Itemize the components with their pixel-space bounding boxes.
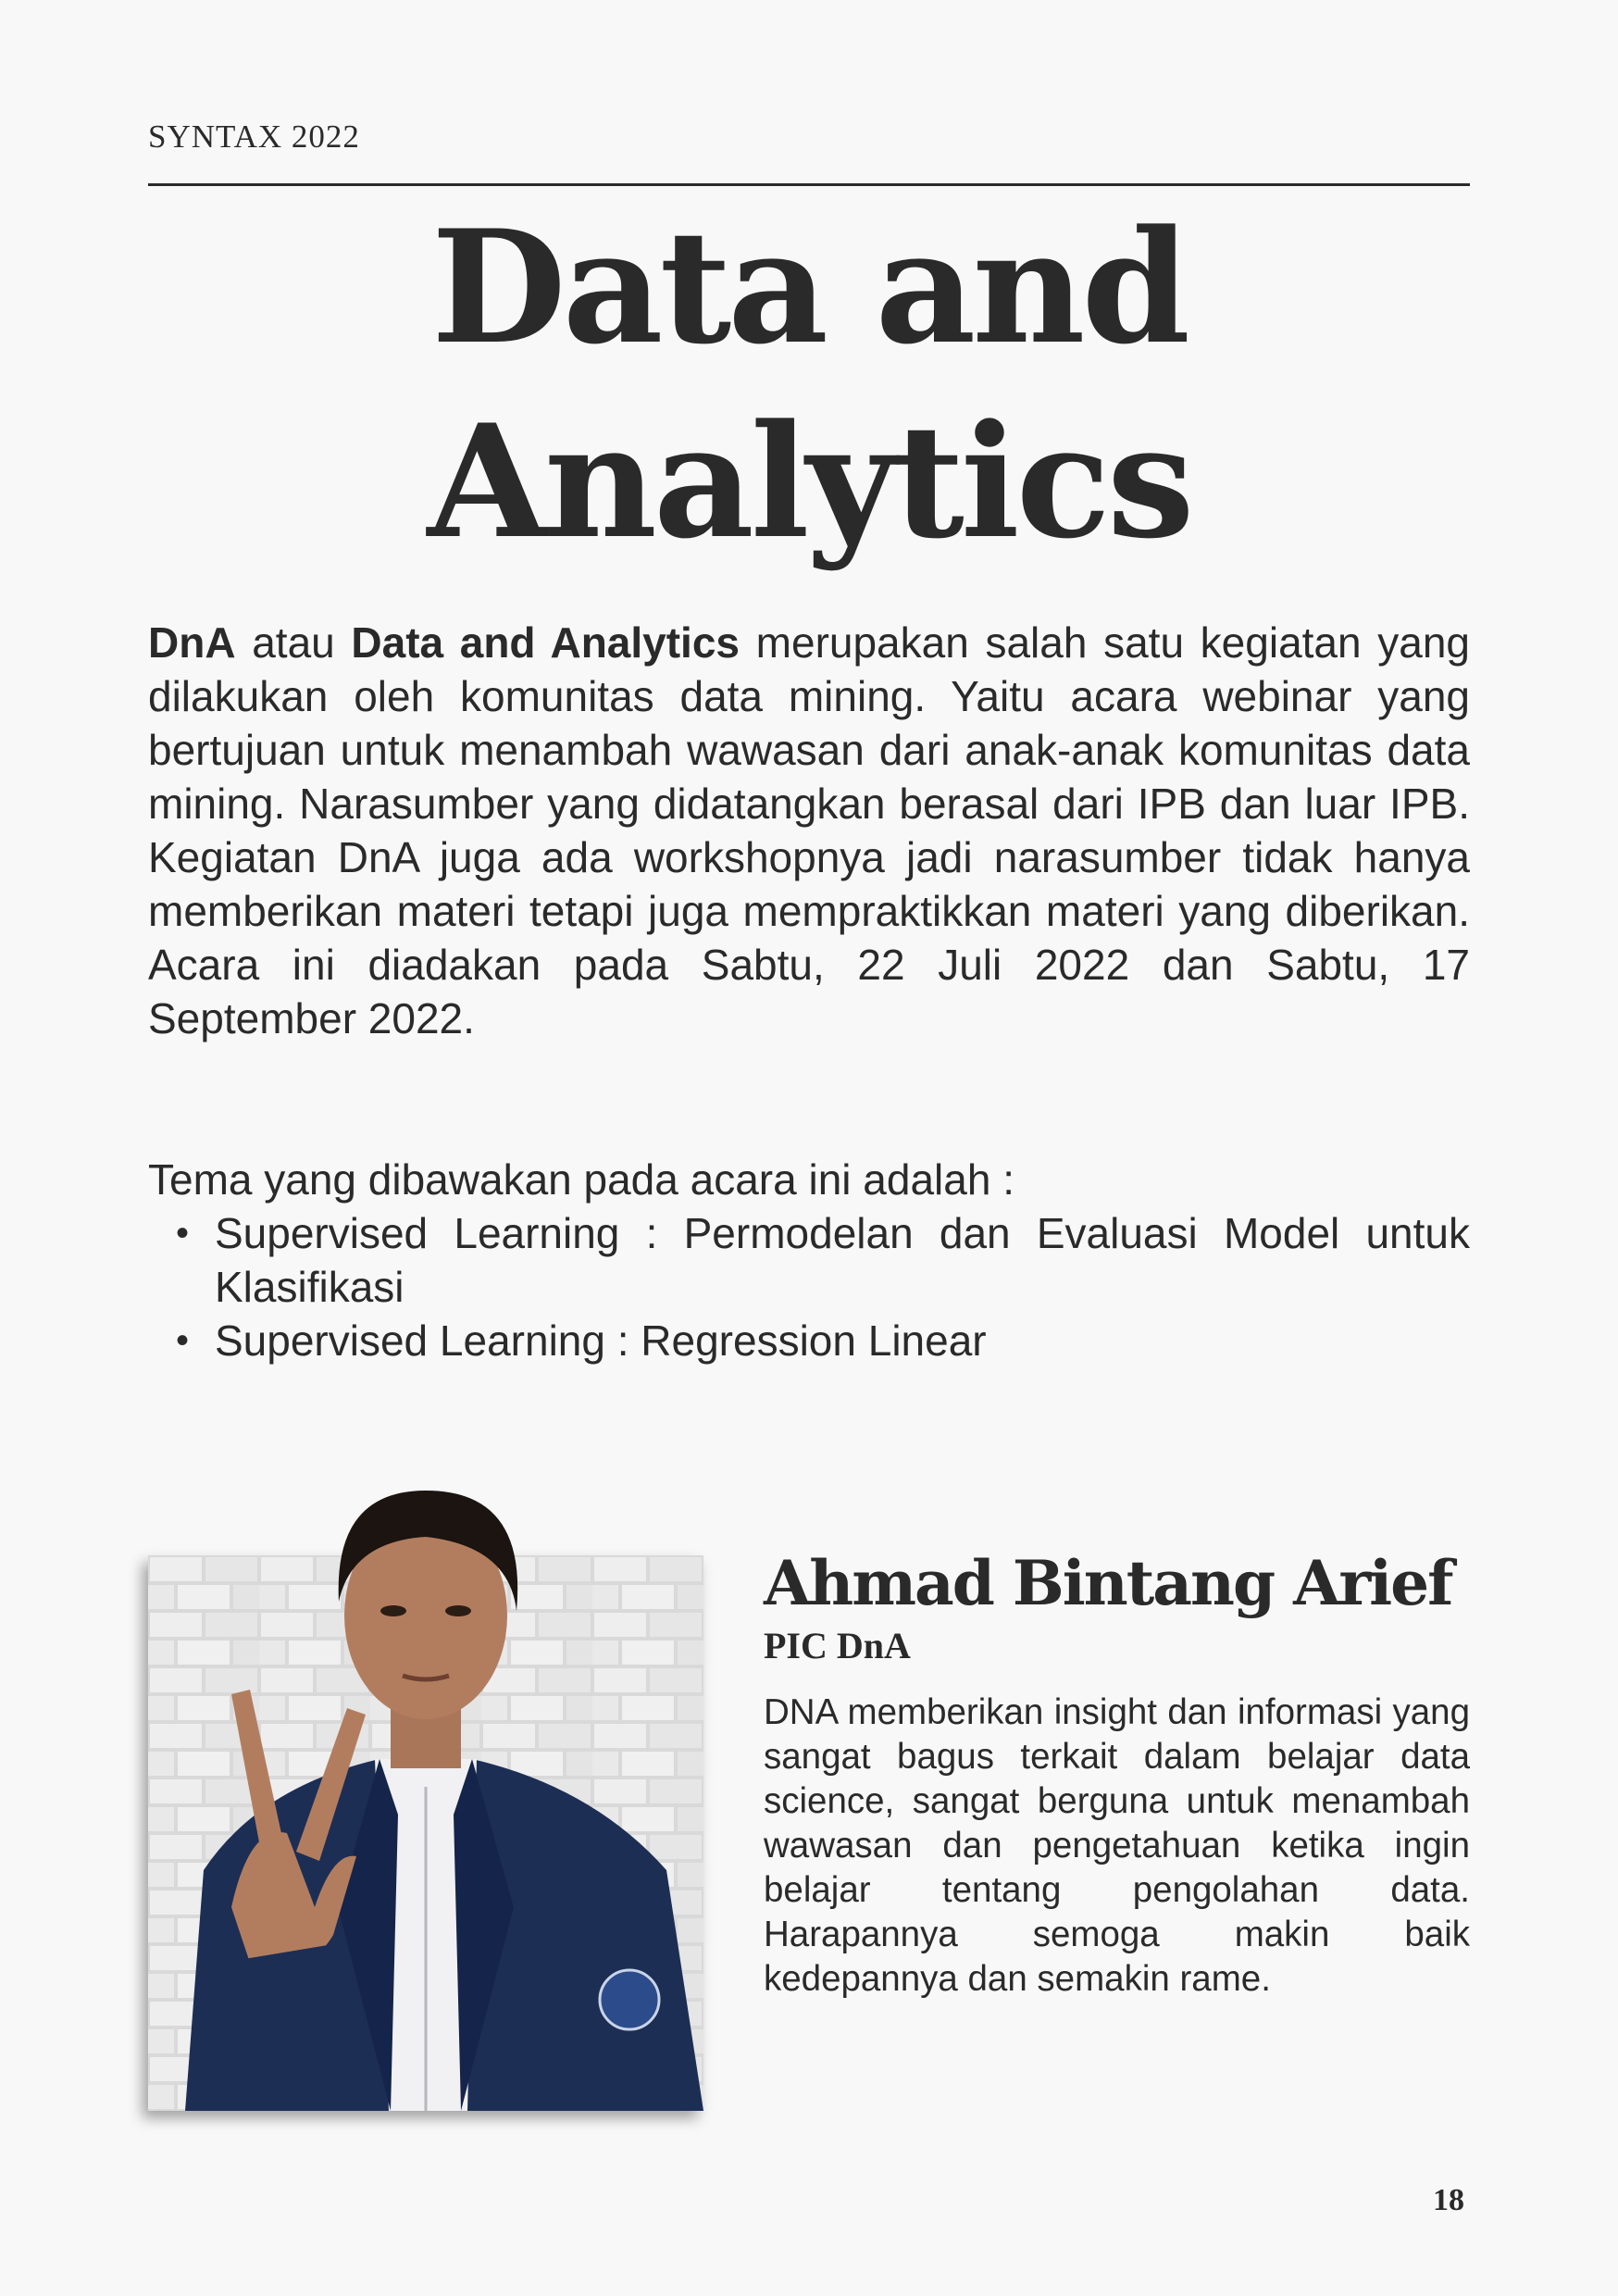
intro-term-abbrev: DnA	[148, 618, 236, 667]
theme-list-item	[148, 1314, 1470, 1367]
person-photo-illustration	[148, 1389, 703, 2111]
theme-list	[148, 1206, 1470, 1367]
theme-heading: Tema yang dibawakan pada acara ini adalah :	[148, 1155, 1014, 1204]
profile-role: PIC DnA	[764, 1625, 911, 1666]
page-number: 18	[1433, 2183, 1464, 2217]
intro-body: merupakan salah satu kegiatan yang dilakukan oleh komunitas data mining. Yaitu acara webinar yang bertujuan untuk menambah wawasan dari anak-anak komunitas data mining. Narasumber yang didatangkan berasal dari IPB dan luar IPB. Kegiatan DnA juga ada workshopnya jadi narasumber tidak hanya memberikan materi tetapi juga mempraktikkan materi yang diberikan. Acara ini diadakan pada Sabtu, 22 Juli 2022 dan Sabtu, 17 September 2022.	[148, 618, 1470, 1042]
intro-connector: atau	[252, 618, 335, 667]
profile-photo	[148, 1555, 703, 2111]
page-title-line-2: Analytics	[427, 390, 1191, 573]
page-title-line-1: Data and	[431, 195, 1187, 379]
intro-paragraph	[148, 616, 1470, 1045]
bullet-icon: •	[176, 1213, 190, 1254]
header-divider	[148, 183, 1470, 186]
page-title	[148, 190, 1470, 579]
profile-testimonial: DNA memberikan insight dan informasi yang sangat bagus terkait dalam belajar data science, sangat berguna untuk menambah wawasan dan pengetahuan ketika ingin belajar tentang pengolahan data. Harapannya semoga makin baik kedepannya dan semakin rame.	[764, 1692, 1470, 1999]
theme-item-text: Supervised Learning : Regression Linear	[215, 1316, 987, 1365]
theme-item-text: Supervised Learning : Permodelan dan Evaluasi Model untuk Klasifikasi	[215, 1209, 1470, 1311]
header-label: SYNTAX 2022	[148, 119, 360, 155]
theme-list-item	[148, 1206, 1470, 1314]
profile-name: Ahmad Bintang Arief	[764, 1547, 1452, 1619]
theme-section	[148, 1153, 1470, 1367]
bullet-icon: •	[176, 1320, 190, 1361]
intro-term-full: Data and Analytics	[351, 618, 741, 667]
